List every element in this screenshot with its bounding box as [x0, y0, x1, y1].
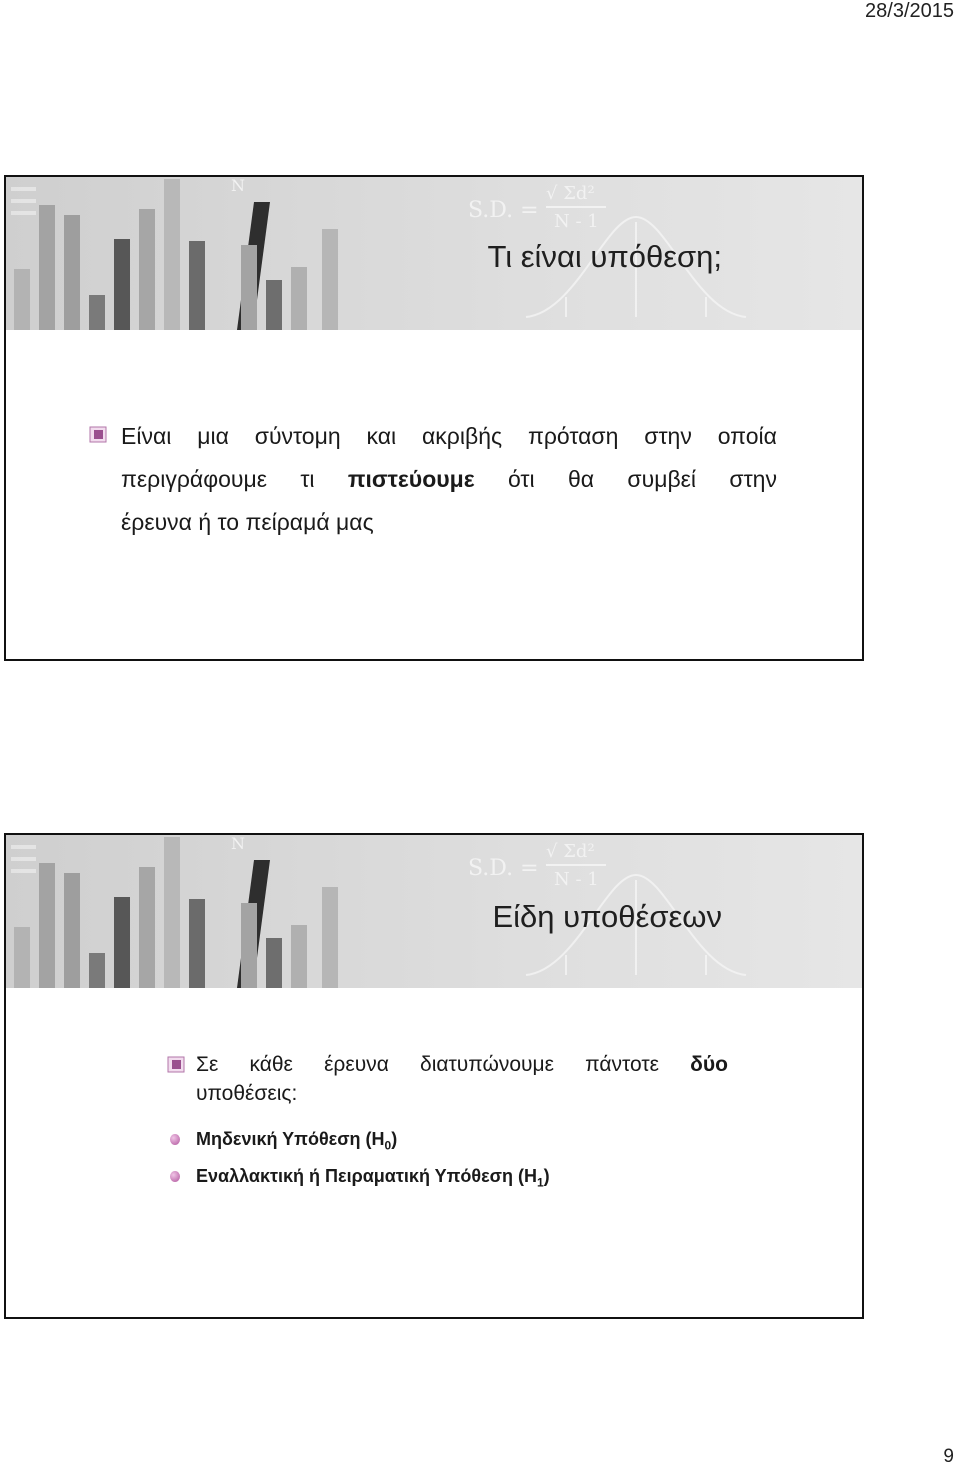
subscript: 1 [536, 1175, 544, 1190]
word: διατυπώνουμε [420, 1053, 554, 1076]
word: θα [567, 466, 595, 492]
slide-title: Είδη υποθέσεων [492, 899, 722, 934]
bar-chart-banner-graphic [6, 177, 862, 330]
word: έρευνα [324, 1053, 389, 1076]
emphasis-word: πιστεύουμε [347, 466, 475, 492]
item-text: Εναλλακτική ή Πειραματική Υπόθεση (H [196, 1166, 537, 1186]
word: πρόταση [527, 423, 619, 449]
word: πάντοτε [585, 1053, 660, 1076]
word: περιγράφουμε [121, 466, 267, 492]
word: Είναι [121, 423, 172, 449]
svg-text:N: N [231, 177, 245, 195]
word: σύντομη [254, 423, 341, 449]
definition-line-1 [121, 415, 777, 458]
intro-line-1 [196, 1050, 728, 1079]
square-bullet-icon [89, 426, 107, 443]
svg-text:√ Σd²: √ Σd² [546, 841, 595, 862]
word: τι [300, 466, 315, 492]
word: Σε [196, 1053, 219, 1076]
word: στην [729, 466, 777, 492]
word: μια [197, 423, 229, 449]
svg-text:N - 1: N - 1 [554, 211, 599, 232]
slide-title: Τι είναι υπόθεση; [487, 239, 722, 274]
word: ακριβής [421, 423, 503, 449]
word: και [366, 423, 397, 449]
slide-banner [6, 177, 862, 330]
svg-text:N - 1: N - 1 [554, 869, 599, 890]
alternative-hypothesis-item [196, 1166, 550, 1190]
definition-line-3: έρευνα ή το πείραμά μας [121, 509, 374, 535]
word: στην [644, 423, 692, 449]
word: οποία [717, 423, 777, 449]
emphasis-word: δύο [690, 1053, 728, 1076]
slide-2 [4, 833, 864, 1319]
word: κάθε [249, 1053, 293, 1076]
item-close: ) [391, 1129, 398, 1149]
page-number: 9 [943, 1446, 954, 1467]
bar-chart-banner-graphic [6, 835, 862, 988]
item-text: Μηδενική Υπόθεση (H [196, 1129, 385, 1149]
word: ότι [507, 466, 535, 492]
intro-line-2: υποθέσεις: [196, 1082, 298, 1105]
svg-text:S.D. =: S.D. = [468, 856, 539, 881]
svg-text:N: N [231, 835, 245, 853]
slide-1 [4, 175, 864, 661]
round-bullet-icon [170, 1134, 180, 1145]
square-bullet-icon [167, 1056, 185, 1073]
hypotheses-intro [196, 1050, 728, 1108]
null-hypothesis-item [196, 1129, 397, 1153]
definition-line-2 [121, 458, 777, 501]
svg-text:√ Σd²: √ Σd² [546, 183, 595, 204]
item-close: ) [543, 1166, 550, 1186]
svg-text:S.D. =: S.D. = [468, 198, 539, 223]
round-bullet-icon [170, 1171, 180, 1182]
hypothesis-definition [121, 415, 777, 544]
header-date: 28/3/2015 [865, 0, 954, 22]
word: συμβεί [627, 466, 697, 492]
subscript: 0 [384, 1138, 392, 1153]
slide-banner [6, 835, 862, 988]
